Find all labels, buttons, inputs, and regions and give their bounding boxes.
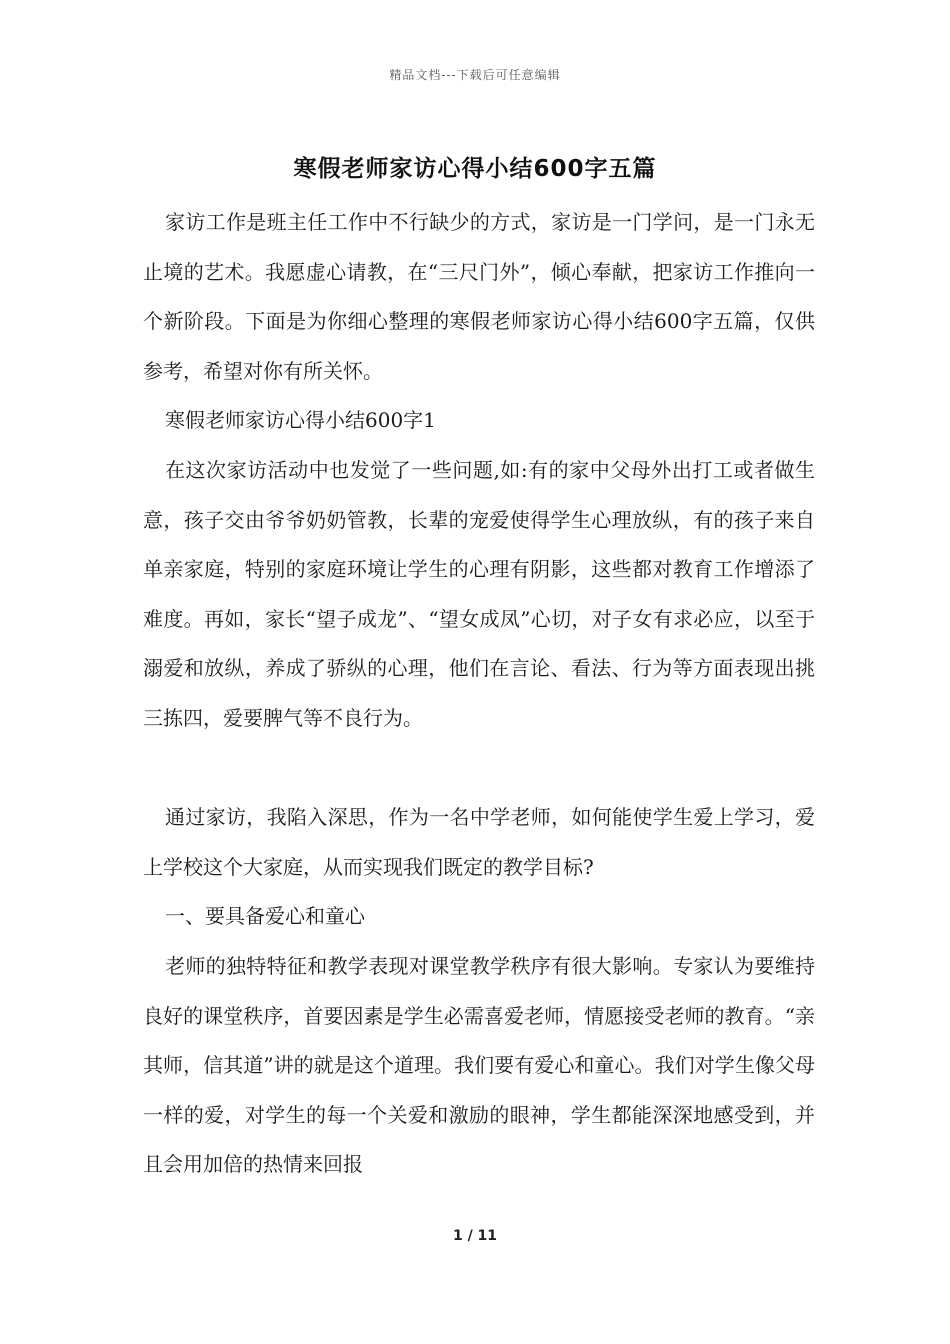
intro-paragraph: 家访工作是班主任工作中不行缺少的方式，家访是一门学问，是一门永无止境的艺术。我愿虚心请教，在“三尺门外”，倾心奉献，把家访工作推向一个新阶段。下面是为你细心整理的寒假老师家访心得小结600字五篇，仅供参考，希望对你有所关怀。 xyxy=(143,210,815,383)
body-paragraph: 在这次家访活动中也发觉了一些问题,如:有的家中父母外出打工或者做生意，孩子交由爷爷奶奶管教，长辈的宠爱使得学生心理放纵，有的孩子来自单亲家庭，特别的家庭环境让学生的心理有阴影，这些都对教育工作增添了难度。再如，家长“望子成龙”、“望女成凤”心切，对子女有求必应，以至于溺爱和放纵，养成了骄纵的心理，他们在言论、看法、行为等方面表现出挑三拣四，爱要脾气等不良行为。 xyxy=(143,458,815,730)
body-paragraph: 老师的独特特征和教学表现对课堂教学秩序有很大影响。专家认为要维持良好的课堂秩序，首要因素是学生必需喜爱老师，情愿接受老师的教育。“亲其师，信其道”讲的就是这个道理。我们要有爱心和童心。我们对学生像父母一样的爱，对学生的每一个关爱和激励的眼神，学生都能深深地感受到，并且会用加倍的热情来回报 xyxy=(143,954,815,1176)
body-paragraph: 通过家访，我陷入深思，作为一名中学老师，如何能使学生爱上学习，爱上学校这个大家庭，从而实现我们既定的教学目标? xyxy=(143,805,815,879)
page-number: 1 / 11 xyxy=(452,1228,498,1244)
document-title: 寒假老师家访心得小结600字五篇 xyxy=(293,156,657,182)
section-heading: 寒假老师家访心得小结600字1 xyxy=(165,408,436,432)
subsection-heading: 一、要具备爱心和童心 xyxy=(165,904,365,928)
page-header: 精品文档---下载后可任意编辑 xyxy=(389,68,561,82)
